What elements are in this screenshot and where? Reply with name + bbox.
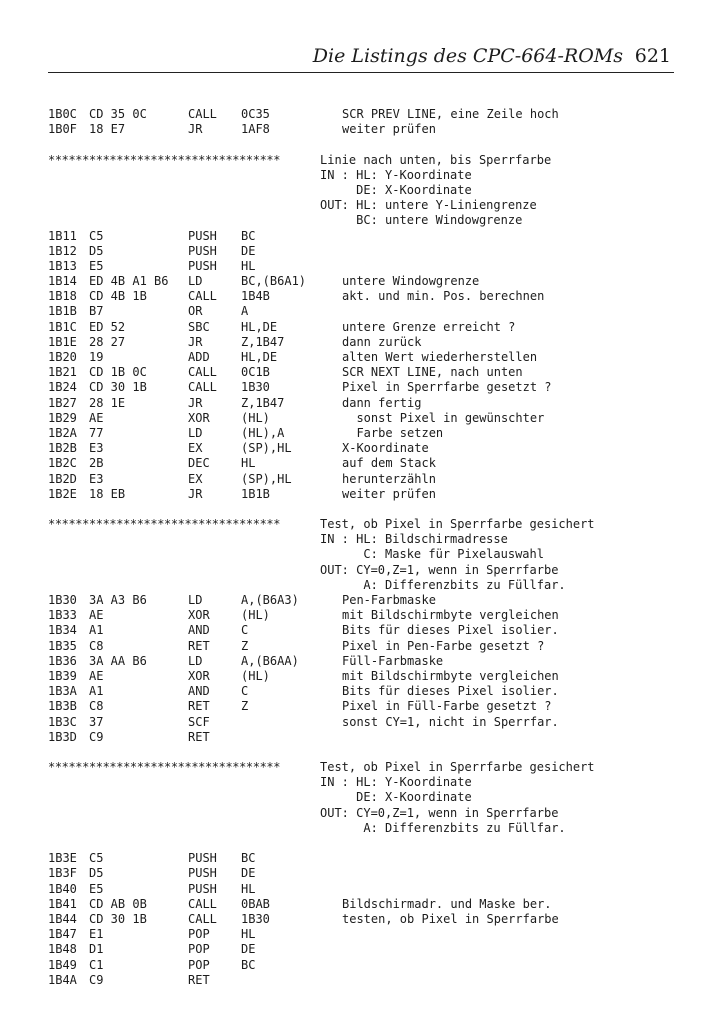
operand: 0BAB [241,896,270,911]
code-line [48,441,668,456]
address: 1B36 [48,653,77,668]
blank-line [48,745,668,760]
operand: DE [241,942,256,957]
operand: (HL) [241,608,270,623]
routine-separator [48,760,668,775]
code-line [48,365,668,380]
code-line [48,927,668,942]
routine-title: Test, ob Pixel in Sperrfarbe gesichert [320,760,595,775]
operand: HL [241,927,256,942]
opcode-bytes: CD 30 1B [89,911,147,926]
code-line [48,654,668,669]
address: 1B48 [48,942,77,957]
mnemonic: CALL [188,107,217,121]
mnemonic: JR [188,334,203,349]
operand: HL,DE [241,350,278,364]
address: 1B21 [48,365,77,380]
description-line: OUT: HL: untere Y-Liniengrenze [320,198,537,213]
comment: Pixel in Sperrfarbe gesetzt ? [342,380,552,395]
address: 1B1C [48,319,77,334]
blank-line [48,137,668,152]
address: 1B33 [48,608,77,623]
operand: Z [241,638,249,653]
address: 1B24 [48,380,77,395]
code-line [48,107,668,122]
code-line [48,320,668,335]
blank-line [48,836,668,851]
routine-title: Test, ob Pixel in Sperrfarbe gesichert [320,517,595,532]
routine-description [48,578,668,593]
code-line [48,274,668,289]
operand: Z,1B47 [241,334,285,349]
mnemonic: OR [188,304,203,319]
operand: Z [241,699,249,714]
mnemonic: XOR [188,410,210,425]
address: 1B3E [48,851,77,866]
operand: HL,DE [241,319,278,334]
address: 1B14 [48,274,77,289]
operand: BC [241,957,256,972]
comment: Pixel in Pen-Farbe gesetzt ? [342,638,545,653]
operand: C [241,623,249,638]
address: 1B0F [48,122,77,137]
description-line: DE: X-Koordinate [320,182,472,197]
code-line [48,623,668,638]
mnemonic: JR [188,122,203,137]
comment: alten Wert wiederherstellen [342,350,538,364]
opcode-bytes: E3 [89,441,104,456]
opcode-bytes: CD AB 0B [89,896,147,911]
mnemonic: AND [188,623,210,638]
mnemonic: RET [188,638,210,653]
opcode-bytes: AE [89,410,104,425]
address: 1B1E [48,334,77,349]
comment: mit Bildschirmbyte vergleichen [342,668,559,683]
address: 1B40 [48,881,77,896]
address: 1B1B [48,304,77,319]
mnemonic: JR [188,486,203,501]
mnemonic: CALL [188,365,217,380]
description-line: IN : HL: Bildschirmadresse [320,532,508,547]
running-title: Die Listings des CPC-664-ROMs [312,45,623,67]
blank-line [48,502,668,517]
address: 1B3C [48,714,77,729]
comment: untere Windowgrenze [342,274,480,289]
opcode-bytes: 18 E7 [89,122,126,137]
operand: A,(B6AA) [241,653,299,668]
header-rule [48,72,674,73]
operand: (HL) [241,668,270,683]
opcode-bytes: C5 [89,228,104,243]
opcode-bytes: C8 [89,699,104,714]
code-line [48,851,668,866]
opcode-bytes: 3A A3 B6 [89,593,147,607]
address: 1B3A [48,684,77,699]
address: 1B2C [48,456,77,471]
opcode-bytes: 18 EB [89,486,126,501]
opcode-bytes: C5 [89,851,104,866]
routine-title: Linie nach unten, bis Sperrfarbe [320,152,552,167]
code-line [48,730,668,745]
address: 1B11 [48,228,77,243]
routine-separator [48,517,668,532]
opcode-bytes: E3 [89,471,104,486]
mnemonic: CALL [188,380,217,395]
description-line: A: Differenzbits zu Füllfar. [320,820,566,835]
comment: auf dem Stack [342,456,436,471]
opcode-bytes: E5 [89,258,104,273]
mnemonic: ADD [188,350,210,364]
address: 1B49 [48,957,77,972]
page-number: 621 [634,45,671,67]
address: 1B47 [48,927,77,942]
opcode-bytes: CD 4B 1B [89,289,147,304]
mnemonic: POP [188,927,210,942]
description-line: C: Maske für Pixelauswahl [320,547,544,562]
code-line [48,122,668,137]
mnemonic: PUSH [188,866,217,881]
address: 1B2A [48,425,77,440]
comment: Bits für dieses Pixel isolier. [342,684,559,699]
operand: BC [241,851,256,866]
address: 1B20 [48,350,77,364]
opcode-bytes: CD 1B 0C [89,365,147,380]
mnemonic: RET [188,699,210,714]
operand: 0C1B [241,365,270,380]
opcode-bytes: ED 4B A1 B6 [89,274,169,289]
opcode-bytes: 28 1E [89,395,126,410]
opcode-bytes: E5 [89,881,104,896]
mnemonic: CALL [188,896,217,911]
address: 1B41 [48,896,77,911]
mnemonic: SCF [188,714,210,729]
code-line [48,244,668,259]
description-line: IN : HL: Y-Koordinate [320,167,472,182]
routine-description [48,532,668,547]
code-line [48,456,668,471]
opcode-bytes: A1 [89,623,104,638]
mnemonic: PUSH [188,258,217,273]
opcode-bytes: AE [89,668,104,683]
separator-stars: ********************************** [48,517,281,532]
comment: Pixel in Füll-Farbe gesetzt ? [342,699,552,714]
operand: A,(B6A3) [241,593,299,607]
operand: 1B30 [241,911,270,926]
code-line [48,608,668,623]
address: 1B2D [48,471,77,486]
address: 1B13 [48,258,77,273]
mnemonic: RET [188,972,210,987]
comment: dann fertig [342,395,422,410]
code-line [48,380,668,395]
mnemonic: LD [188,274,203,289]
comment: akt. und min. Pos. berechnen [342,289,545,304]
comment: untere Grenze erreicht ? [342,319,516,334]
comment: Pen-Farbmaske [342,593,436,607]
opcode-bytes: 3A AA B6 [89,653,147,668]
mnemonic: PUSH [188,243,217,258]
address: 1B3F [48,866,77,881]
operand: BC,(B6A1) [241,274,307,289]
address: 1B4A [48,972,77,987]
opcode-bytes: E1 [89,927,104,942]
operand: (HL) [241,410,270,425]
address: 1B2E [48,486,77,501]
mnemonic: LD [188,653,203,668]
mnemonic: POP [188,942,210,957]
routine-description [48,168,668,183]
code-line [48,350,668,365]
description-line: OUT: CY=0,Z=1, wenn in Sperrfarbe [320,562,559,577]
opcode-bytes: C8 [89,638,104,653]
comment: weiter prüfen [342,122,436,137]
address: 1B29 [48,410,77,425]
mnemonic: POP [188,957,210,972]
routine-description [48,213,668,228]
routine-description [48,547,668,562]
opcode-bytes: 19 [89,350,104,364]
mnemonic: DEC [188,456,210,471]
mnemonic: PUSH [188,228,217,243]
description-line: BC: untere Windowgrenze [320,213,523,228]
operand: 0C35 [241,107,270,121]
mnemonic: RET [188,729,210,744]
code-line [48,411,668,426]
description-line: OUT: CY=0,Z=1, wenn in Sperrfarbe [320,805,559,820]
mnemonic: PUSH [188,851,217,866]
description-line: A: Differenzbits zu Füllfar. [320,577,566,592]
routine-description [48,790,668,805]
opcode-bytes: 37 [89,714,104,729]
code-line [48,487,668,502]
address: 1B39 [48,668,77,683]
code-line [48,593,668,608]
comment: Bits für dieses Pixel isolier. [342,623,559,638]
opcode-bytes: 28 27 [89,334,126,349]
address: 1B44 [48,911,77,926]
operand: HL [241,258,256,273]
address: 1B3B [48,699,77,714]
comment: Bildschirmadr. und Maske ber. [342,896,552,911]
code-line [48,335,668,350]
code-line [48,973,668,988]
opcode-bytes: B7 [89,304,104,319]
code-line [48,639,668,654]
address: 1B0C [48,107,77,121]
opcode-bytes: C1 [89,957,104,972]
mnemonic: LD [188,593,203,607]
routine-description [48,563,668,578]
opcode-bytes: 77 [89,425,104,440]
code-line [48,912,668,927]
code-line [48,229,668,244]
description-line: DE: X-Koordinate [320,790,472,805]
code-line [48,882,668,897]
opcode-bytes: C9 [89,972,104,987]
assembly-listing [48,107,668,988]
operand: Z,1B47 [241,395,285,410]
address: 1B30 [48,593,77,607]
comment: weiter prüfen [342,486,436,501]
mnemonic: EX [188,471,203,486]
address: 1B12 [48,243,77,258]
mnemonic: XOR [188,608,210,623]
comment: SCR NEXT LINE, nach unten [342,365,523,380]
code-line [48,472,668,487]
mnemonic: CALL [188,289,217,304]
address: 1B34 [48,623,77,638]
comment: SCR PREV LINE, eine Zeile hoch [342,107,559,121]
opcode-bytes: D5 [89,866,104,881]
mnemonic: JR [188,395,203,410]
address: 1B35 [48,638,77,653]
operand: HL [241,881,256,896]
operand: DE [241,866,256,881]
opcode-bytes: D5 [89,243,104,258]
separator-stars: ********************************** [48,152,281,167]
routine-description [48,821,668,836]
opcode-bytes: ED 52 [89,319,126,334]
opcode-bytes: 2B [89,456,104,471]
comment: sonst Pixel in gewünschter [342,410,545,425]
operand: HL [241,456,256,471]
routine-separator [48,153,668,168]
mnemonic: XOR [188,668,210,683]
comment: testen, ob Pixel in Sperrfarbe [342,911,559,926]
description-line: IN : HL: Y-Koordinate [320,775,472,790]
comment: herunterzähln [342,471,436,486]
opcode-bytes: CD 35 0C [89,107,147,121]
routine-description [48,183,668,198]
routine-description [48,806,668,821]
operand: (SP),HL [241,471,292,486]
address: 1B2B [48,441,77,456]
code-line [48,289,668,304]
comment: sonst CY=1, nicht in Sperrfar. [342,714,559,729]
address: 1B27 [48,395,77,410]
operand: 1B1B [241,486,270,501]
operand: C [241,684,249,699]
operand: (HL),A [241,425,285,440]
mnemonic: AND [188,684,210,699]
mnemonic: CALL [188,911,217,926]
code-line [48,684,668,699]
code-line [48,715,668,730]
code-line [48,866,668,881]
comment: Farbe setzen [342,425,444,440]
mnemonic: EX [188,441,203,456]
code-line [48,426,668,441]
address: 1B18 [48,289,77,304]
opcode-bytes: AE [89,608,104,623]
mnemonic: PUSH [188,881,217,896]
code-line [48,699,668,714]
comment: Füll-Farbmaske [342,653,444,668]
routine-description [48,775,668,790]
operand: DE [241,243,256,258]
code-line [48,669,668,684]
operand: 1AF8 [241,122,270,137]
comment: dann zurück [342,334,422,349]
code-line [48,304,668,319]
comment: X-Koordinate [342,441,429,456]
code-line [48,897,668,912]
address: 1B3D [48,729,77,744]
code-line [48,396,668,411]
page-header [0,0,721,80]
comment: mit Bildschirmbyte vergleichen [342,608,559,623]
code-line [48,958,668,973]
mnemonic: LD [188,425,203,440]
operand: BC [241,228,256,243]
operand: (SP),HL [241,441,292,456]
mnemonic: SBC [188,319,210,334]
operand: A [241,304,249,319]
opcode-bytes: A1 [89,684,104,699]
operand: 1B4B [241,289,270,304]
operand: 1B30 [241,380,270,395]
opcode-bytes: CD 30 1B [89,380,147,395]
code-line [48,942,668,957]
separator-stars: ********************************** [48,760,281,775]
opcode-bytes: D1 [89,942,104,957]
routine-description [48,198,668,213]
opcode-bytes: C9 [89,729,104,744]
code-line [48,259,668,274]
